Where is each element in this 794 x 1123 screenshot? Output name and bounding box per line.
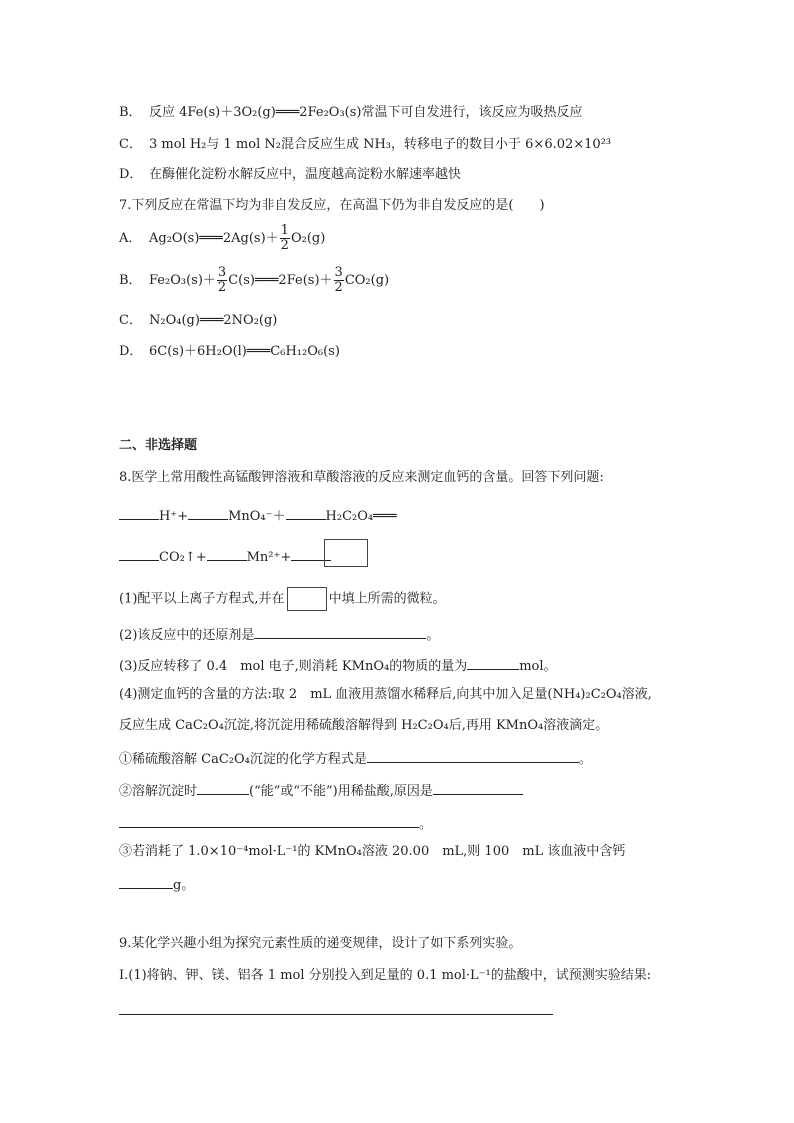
- denominator: 2: [280, 238, 289, 253]
- answer-blank[interactable]: [367, 748, 579, 763]
- q8-subpart-2: [119, 780, 523, 801]
- equation-term: H₂C₂O₄═══: [325, 509, 397, 524]
- part-text: (3)反应转移了 0.4 mol 电子,则消耗 KMnO₄的物质的量为: [119, 659, 468, 674]
- q8-stem: 8.医学上常用酸性高锰酸钾溶液和草酸溶液的反应来测定血钙的含量。回答下列问题:: [119, 470, 604, 485]
- option-label: C．: [119, 313, 142, 328]
- q9-part-1: Ⅰ.(1)将钠、钾、镁、铝各 1 mol 分别投入到足量的 0.1 mol·L⁻¹的盐酸中，试预测实验结果:: [119, 968, 652, 983]
- q8-part-3: [119, 655, 557, 676]
- part-text: 中填上所需的微粒。: [328, 591, 446, 607]
- q8-part-1: [119, 587, 446, 611]
- option-label: C．: [119, 137, 142, 152]
- q8-subpart-3: ③若消耗了 1.0×10⁻⁴mol·L⁻¹的 KMnO₄溶液 20.00 mL,则 100 mL 该血液中含钙: [119, 844, 626, 859]
- answer-blank[interactable]: [207, 546, 247, 561]
- option-text: CO₂(g): [344, 273, 390, 288]
- answer-blank[interactable]: [286, 505, 326, 520]
- equation-term: MnO₄⁻＋: [228, 509, 286, 524]
- option-text: 3 mol H₂与 1 mol N₂混合反应生成 NH₃，转移电子的数目小于 6×6.02×10²³: [149, 137, 612, 152]
- part-text: mol。: [519, 659, 557, 674]
- q7-option-c: [119, 312, 277, 330]
- option-text: O₂(g): [290, 231, 326, 246]
- option-text: N₂O₄(g)═══2NO₂(g): [149, 313, 278, 328]
- q7-option-d: [119, 343, 340, 361]
- option-text: C(s)═══2Fe(s)＋: [228, 273, 333, 288]
- q8-equation-line-2: [119, 546, 331, 567]
- equation-term: CO₂↑+: [159, 550, 207, 565]
- answer-blank[interactable]: [119, 874, 173, 889]
- option-label: D．: [119, 167, 143, 182]
- option-text: Ag₂O(s)═══2Ag(s)＋: [149, 231, 279, 246]
- equation-term: H⁺+: [159, 509, 189, 524]
- numerator: 3: [217, 265, 227, 280]
- q8-part-2: [119, 624, 439, 645]
- answer-blank[interactable]: [119, 546, 159, 561]
- part-text: (2)该反应中的还原剂是: [119, 628, 255, 643]
- answer-blank[interactable]: [119, 505, 159, 520]
- equation-term: Mn²⁺+: [246, 550, 292, 565]
- option-text: 反应 4Fe(s)＋3O₂(g)═══2Fe₂O₃(s)常温下可自发进行，该反应为吸热反应: [149, 105, 583, 120]
- q6-option-d: [119, 166, 461, 184]
- part-text: ②溶解沉淀时: [119, 784, 198, 799]
- q7-option-a: [119, 224, 325, 253]
- q8-equation-line-1: [119, 505, 397, 526]
- option-label: B．: [119, 105, 142, 120]
- answer-line[interactable]: [119, 1014, 553, 1015]
- part-text: 。: [426, 628, 440, 643]
- option-label: A．: [119, 231, 142, 246]
- fraction: [217, 266, 227, 295]
- denominator: 2: [217, 280, 227, 295]
- answer-blank[interactable]: [119, 813, 419, 828]
- answer-blank[interactable]: [433, 780, 523, 795]
- option-label: D．: [119, 344, 143, 359]
- part-text: ①稀硫酸溶解 CaC₂O₄沉淀的化学方程式是: [119, 752, 367, 767]
- q7-option-b: [119, 266, 389, 295]
- q6-option-c: [119, 136, 611, 154]
- option-text: 6C(s)＋6H₂O(l)═══C₆H₁₂O₆(s): [149, 344, 340, 359]
- denominator: 2: [334, 280, 343, 295]
- answer-blank[interactable]: [467, 655, 519, 670]
- q7-stem: 7.下列反应在常温下均为非自发反应，在高温下仍为非自发反应的是( ): [119, 198, 545, 213]
- q8-subpart-2-continued: [119, 813, 432, 834]
- option-text: Fe₂O₃(s)＋: [149, 273, 216, 288]
- numerator: 3: [334, 265, 343, 280]
- option-label: B．: [119, 273, 142, 288]
- part-text: 。: [419, 817, 433, 832]
- numerator: 1: [280, 223, 289, 238]
- inline-answer-box[interactable]: [287, 587, 327, 611]
- fraction: [280, 224, 290, 253]
- option-text: 在酶催化淀粉水解反应中，温度越高淀粉水解速率越快: [149, 167, 462, 182]
- fraction: [334, 266, 344, 295]
- part-text: (“能”或“不能”)用稀盐酸,原因是: [249, 784, 433, 799]
- answer-blank[interactable]: [188, 505, 228, 520]
- section-heading: 二、非选择题: [119, 438, 198, 453]
- missing-particle-box[interactable]: [324, 539, 368, 567]
- part-text: 。: [578, 752, 592, 767]
- answer-blank[interactable]: [254, 624, 426, 639]
- q8-subpart-3-answer: [119, 874, 194, 895]
- answer-blank[interactable]: [197, 780, 249, 795]
- part-text: g。: [173, 878, 195, 893]
- part-text: (1)配平以上离子方程式,并在: [119, 591, 285, 607]
- q8-part-4-line-1: (4)测定血钙的含量的方法:取 2 mL 血液用蒸馏水稀释后,向其中加入足量(NH₄)₂C₂O₄溶液,: [119, 687, 652, 702]
- q8-subpart-1: [119, 748, 592, 769]
- q8-part-4-line-2: 反应生成 CaC₂O₄沉淀,将沉淀用稀硫酸溶解得到 H₂C₂O₄后,再用 KMnO₄溶液滴定。: [119, 718, 609, 733]
- q6-option-b: [119, 104, 582, 122]
- q9-stem: 9.某化学兴趣小组为探究元素性质的递变规律，设计了如下系列实验。: [119, 936, 522, 951]
